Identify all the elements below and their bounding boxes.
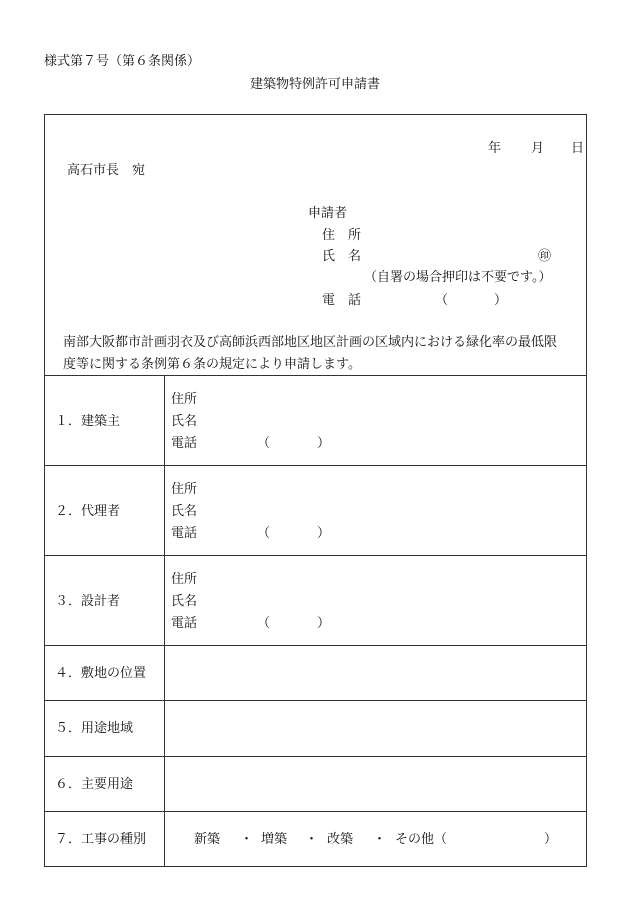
row-label-site-location: ４．敷地の位置: [55, 666, 147, 681]
table-row-construction-type: [45, 811, 586, 867]
option-separator: ・: [373, 832, 387, 847]
row-header: [45, 812, 165, 867]
agent-name-label: 氏名: [171, 504, 198, 519]
row-label-designer: ３．設計者: [55, 594, 121, 609]
owner-phone-paren-open: （: [257, 436, 271, 451]
seal-mark: ㊞: [538, 249, 552, 264]
agent-phone-label: 電話: [171, 526, 198, 541]
main-use-field[interactable]: [165, 757, 586, 811]
form-number: 様式第７号（第６条関係）: [44, 54, 201, 69]
row-header: [45, 701, 165, 756]
owner-phone-label: 電話: [171, 436, 198, 451]
applicant-phone-label: 電 話: [322, 293, 362, 308]
option-extension[interactable]: 増築: [261, 832, 288, 847]
option-new-construction[interactable]: 新築: [194, 832, 221, 847]
owner-phone-paren-close: ）: [317, 436, 331, 451]
applicant-section: [308, 207, 578, 317]
designer-phone-paren-open: （: [257, 616, 271, 631]
table-row-designer: [45, 555, 586, 645]
designer-phone-paren-close: ）: [317, 616, 331, 631]
row-body[interactable]: [165, 376, 586, 465]
applicant-phone-paren-open: （: [435, 293, 449, 308]
row-body[interactable]: [165, 466, 586, 555]
statement-line-1: 南部大阪都市計画羽衣及び高師浜西部地区地区計画の区域内における緑化率の最低限: [63, 335, 558, 350]
row-label-agent: ２．代理者: [55, 504, 121, 519]
owner-address-label: 住所: [171, 392, 198, 407]
table-row-owner: [45, 375, 586, 465]
applicant-name-label: 氏 名: [322, 249, 362, 264]
date-year-label: 年: [488, 141, 502, 156]
applicant-address-label: 住 所: [322, 228, 362, 243]
application-statement: [63, 332, 583, 376]
applicant-heading: 申請者: [308, 206, 348, 221]
agent-phone-paren-close: ）: [317, 526, 331, 541]
agent-phone-paren-open: （: [257, 526, 271, 541]
designer-name-label: 氏名: [171, 594, 198, 609]
row-label-owner: １．建築主: [55, 414, 121, 429]
row-header: [45, 376, 165, 465]
date-month-label: 月: [531, 141, 545, 156]
table-row-agent: [45, 465, 586, 555]
row-body[interactable]: [165, 556, 586, 645]
option-other-close-paren: ）: [544, 832, 558, 847]
table-row-main-use: [45, 756, 586, 811]
option-separator: ・: [305, 832, 319, 847]
option-separator: ・: [240, 832, 254, 847]
owner-name-label: 氏名: [171, 414, 198, 429]
statement-line-2: 度等に関する条例第６条の規定により申請します。: [63, 357, 361, 372]
designer-address-label: 住所: [171, 572, 198, 587]
table-row-zoning: [45, 700, 586, 756]
row-label-main-use: ６．主要用途: [55, 777, 134, 792]
row-header: [45, 466, 165, 555]
row-header: [45, 556, 165, 645]
date-day-label: 日: [571, 141, 585, 156]
agent-address-label: 住所: [171, 482, 198, 497]
seal-note: （自署の場合押印は不要です。）: [364, 270, 552, 285]
option-rebuild[interactable]: 改築: [327, 832, 354, 847]
row-header: [45, 646, 165, 700]
addressee: 高石市長 宛: [67, 163, 146, 178]
row-label-zoning: ５．用途地域: [55, 721, 134, 736]
row-label-construction-type: ７．工事の種別: [55, 832, 147, 847]
table-row-site-location: [45, 645, 586, 700]
application-form: [44, 114, 587, 867]
row-header: [45, 757, 165, 811]
construction-type-options: [165, 812, 586, 867]
designer-phone-label: 電話: [171, 616, 198, 631]
site-location-field[interactable]: [165, 646, 586, 700]
option-other[interactable]: その他（: [395, 832, 448, 847]
document-title: 建築物特例許可申請書: [249, 77, 380, 92]
applicant-phone-paren-close: ）: [494, 293, 508, 308]
zoning-field[interactable]: [165, 701, 586, 756]
